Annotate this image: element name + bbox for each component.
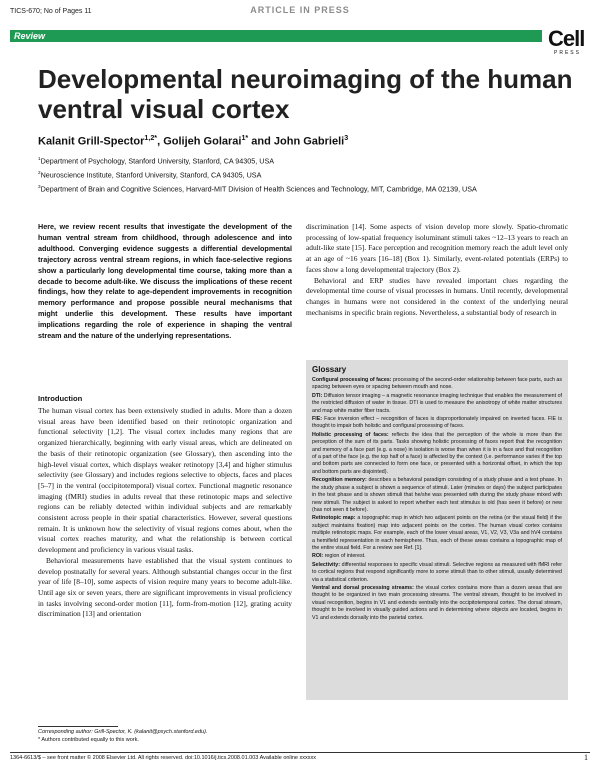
glossary-entry <box>312 553 562 560</box>
cell-press-logo: Cell PRESS <box>548 26 585 56</box>
glossary-term: Retinotopic map: <box>312 515 356 522</box>
paragraph: The human visual cortex has been extensively studied in adults. More than a dozen visual areas have been identified based on their retinotopic organization and functional selectivity [1,2]. The visual cortex includes many regions that are organized hierarchically, beginning with early visual areas, which are delineated on the basis of their retinotopic organization (see Glossary), then ascending into the high-level visual cortex, which displays weaker retinotopy [3,4] and higher stimulus selectivity (see Glossary) and includes regions selective to objects, faces and places [5–7] in the ventral (occipitotemporal) visual cortex. Functional magnetic resonance imaging (fMRI) studies in adults reveal that these retinotopic maps and selective regions can be reliably detected within individual subjects and are remarkably consistent across people in their spatial characteristics. However, several questions remain. It is unknown how the selectivity of visual regions comes about, when the visual cortex reaches maturity, and what the relationship is between cortical development and proficiency in various visual tasks. <box>38 406 292 555</box>
section-label: Review <box>14 31 46 41</box>
article-in-press-banner: ARTICLE IN PRESS <box>250 5 350 15</box>
glossary-entries <box>306 374 568 626</box>
abstract: Here, we review recent results that investigate the development of the human ventral stream from childhood, through adolescence and into adulthood. Converging evidence suggests a differential developmental trajectory across ventral stream regions, in which face-selective regions show a particularly long developmental time course, taking more than a decade to become adult-like. We discuss the implications of these recent findings, how they relate to age-dependent improvements in recognition memory performance and propose possible neural mechanisms that might underlie this development. These results have important implications regarding the role of experience in shaping the ventral stream and the nature of the underlying representations. <box>38 222 292 341</box>
glossary-term: Recognition memory: <box>312 477 367 484</box>
footnote-divider <box>38 726 118 727</box>
right-column-text <box>306 222 568 318</box>
paragraph: discrimination [14]. Some aspects of vision develop more slowly. Spatio-chromatic processing of low-spatial frequency isoluminant stimuli takes ~12–13 years to reach an adult-like state [15]. Face perception and recognition memory reach the adult level only at an age of ~16 years [16–18] (Box 1). Similarly, event-related potentials (ERPs) to faces show a long developmental trajectory (Box 2). <box>306 222 568 274</box>
author-list: Kalanit Grill-Spector$^{1,2*}$, Golijeh Golarai$^{1*}$ and John Gabrieli$^3$ <box>38 134 349 148</box>
author-name: Golijeh Golarai <box>163 135 242 148</box>
glossary-definition: processing of the second-order relationship between face parts, such as spacing between eyes or spacing between mouth and nose. <box>312 377 563 391</box>
glossary-term: Selectivity: <box>312 561 340 568</box>
glossary-definition: reflects the idea that the perception of the whole is more than the perception of the sum of its parts. Tasks showing holistic processing of faces report that the recognition and memory of a face part (e.g. a nose) in isolation is worse than when it is in a face and that recognition of a part of the face (e.g. the top half of a face) is affected by the context (i.e. performance varies if the top and bottom parts are connected to form one face, or presented with a horizontal offset, in which the top and bottom parts are disjointed). <box>312 431 562 475</box>
glossary-heading: Glossary <box>312 365 347 374</box>
bottom-divider <box>10 752 590 753</box>
glossary-definition: differential responses to specific visual stimuli. Selective regions as measured with fMRI refer to cortical regions that respond significantly more to some stimuli than to other stimuli, usually determined via a statistical criterion. <box>312 561 562 583</box>
paragraph: Behavioral measurements have established that the visual system continues to develop postnatally for several years. Although substantial changes occur in the first year of life [8–10], some aspects of vision require many years to become adult-like. Until age six or seven years, there are significant improvements in visual proficiency in tasks involving second-order motion [11], form-from-motion [12], grating acuity discrimination [13] and orientation <box>38 555 292 619</box>
author-name: John Gabrieli <box>273 135 345 148</box>
section-bar <box>10 30 542 42</box>
section-heading: Introduction <box>38 394 83 403</box>
glossary-box <box>306 360 568 700</box>
glossary-entry <box>312 585 562 622</box>
glossary-entry <box>312 377 562 392</box>
glossary-term: Ventral and dorsal processing streams: <box>312 584 414 591</box>
equal-contribution-note: * Authors contributed equally to this work. <box>38 736 139 743</box>
glossary-definition: region of interest. <box>323 553 366 560</box>
glossary-entry <box>312 416 562 431</box>
corresponding-author: Corresponding author: Grill-Spector, K. (kalanit@psych.stanford.edu). <box>38 729 208 735</box>
glossary-entry <box>312 515 562 552</box>
copyright-line: 1364-6613/$ – see front matter © 2008 Elsevier Ltd. All rights reserved. doi:10.1016/j.tics.2008.01.003 Available online xxxxxx <box>10 755 317 761</box>
glossary-entry <box>312 562 562 584</box>
glossary-term: ROI: <box>312 553 324 560</box>
affiliation: $^3$Department of Brain and Cognitive Sciences, Harvard-MIT Division of Health Sciences and Technology, MIT, Cambridge, MA 02139, USA <box>38 183 477 194</box>
footnotes <box>38 729 438 744</box>
intro-text <box>38 406 292 620</box>
article-title: Developmental neuroimaging of the human ventral visual cortex <box>38 64 573 124</box>
running-header: TICS-670; No of Pages 11 <box>10 8 92 15</box>
glossary-definition: Face inversion effect – recognition of faces is disproportionately impaired on inverted faces. FIE is thought to impair both holistic and configural processing of faces. <box>312 416 562 430</box>
glossary-definition: the visual cortex contains more than a dozen areas that are thought to be organized in two main processing streams. The ventral stream, thought to be involved in visual recognition, begins in V1 and extends ventrally into the occipitotemporal cortex. The dorsal stream, thought to be involved in visually guided actions and in determining where objects are located, begins in V1 and extends dorsally into the parietal cortex. <box>312 584 562 621</box>
affiliation: $^2$Neuroscience Institute, Stanford University, Stanford, CA 94305, USA <box>38 169 262 180</box>
glossary-entry <box>312 393 562 415</box>
glossary-term: Holistic processing of faces: <box>312 431 389 438</box>
affiliations <box>38 154 578 196</box>
paragraph: Behavioral and ERP studies have revealed important clues regarding the developmental time course of visual processes in humans. Until recently, developmental changes in humans were not considered in the context of the underlying neural mechanisms in specific brain regions. Nevertheless, a substantial body of research in <box>306 275 568 317</box>
glossary-definition: Diffusion tensor imaging – a magnetic resonance imaging technique that enables the measurement of the restricted diffusion of water in tissue. DTI is used to measure the anisotropy of white matter structures and map white matter fiber tracts. <box>312 392 562 414</box>
glossary-entry <box>312 432 562 476</box>
glossary-term: FIE: <box>312 416 323 423</box>
affiliation: $^1$Department of Psychology, Stanford University, Stanford, CA 94305, USA <box>38 156 275 166</box>
glossary-definition: describes a behavioral paradigm consisting of a study phase and a test phase. In the study phase a subject is shown a sequence of stimuli. Later (minutes or days) the subject participates in the test phase and is shown stimuli that he/she was presented with during the study phase mixed with new stimuli. The subject is asked to report whether each test stimulus is old (has seen it before) or new (has not seen it before). <box>312 477 562 513</box>
page-number: 1 <box>584 753 588 762</box>
glossary-definition: a topographic map in which two adjacent points on the retina (or the visual field) if the subject maintains fixation) map into adjacent points on the cortex. The human visual cortex contains multiple retinotopic maps. For example, each of the lower visual areas, V1, V2, V3, V3a and hV4 contains a hemifield representation in each hemisphere. Thus, each of these areas contains a topographic map of the entire visual field. For a review see Ref. [1]. <box>312 515 562 551</box>
author-name: Kalanit Grill-Spector <box>38 135 145 148</box>
glossary-term: Configural processing of faces: <box>312 377 392 383</box>
glossary-term: DTI: <box>312 392 323 399</box>
glossary-entry <box>312 477 562 514</box>
